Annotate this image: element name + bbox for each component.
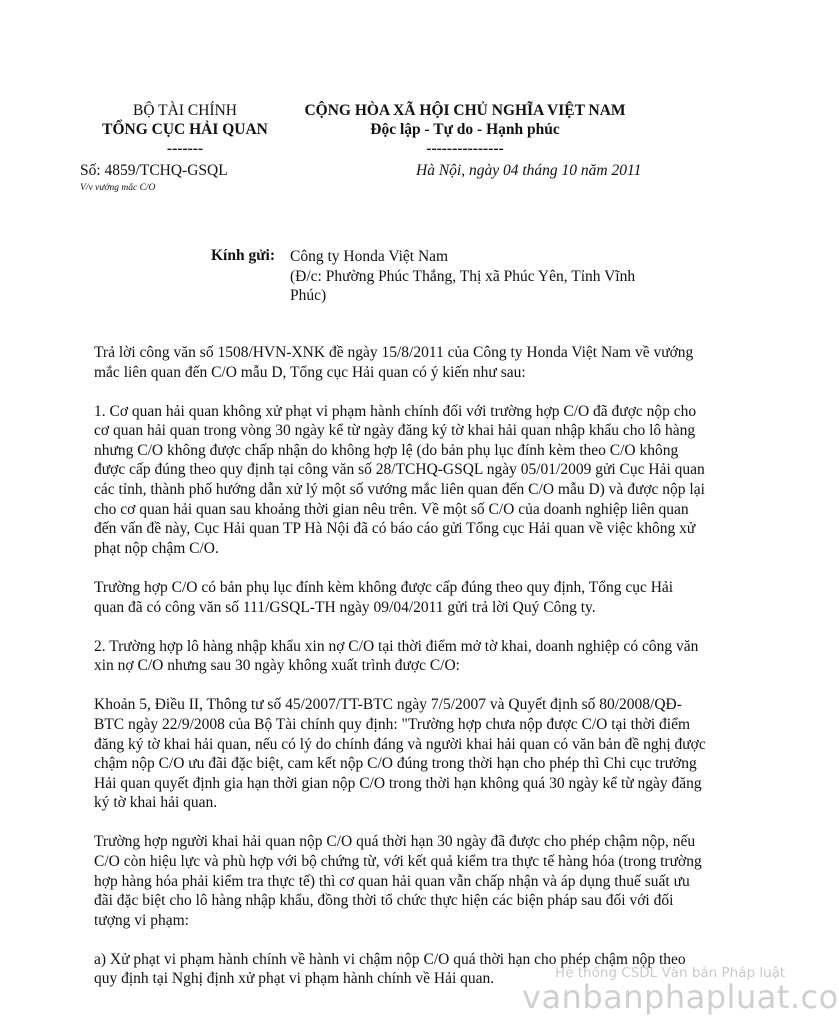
recipient-label: Kính gửi: <box>211 247 275 264</box>
document-body <box>94 343 706 1009</box>
header-divider-right: --------------- <box>426 140 504 157</box>
ministry-name: BỘ TÀI CHÍNH <box>133 102 237 119</box>
recipient-address: (Đ/c: Phường Phúc Thắng, Thị xã Phúc Yên, Tỉnh Vĩnh Phúc) <box>290 267 636 304</box>
national-motto: Độc lập - Tự do - Hạnh phúc <box>370 121 560 138</box>
body-paragraph: Khoản 5, Điều II, Thông tư số 45/2007/TT-BTC ngày 7/5/2007 và Quyết định số 80/2008/QĐ-BTC ngày 22/9/2008 của Bộ Tài chính quy định: "Trường hợp chưa nộp được C/O tại thời điểm đăng ký tờ khai hải quan, nếu có lý do chính đáng và người khai hải quan có văn bản đề nghị được chậm nộp C/O ưu đãi đặc biệt, cam kết nộp C/O đúng trong thời hạn cho phép thì Chi cục trưởng Hải quan quyết định gia hạn thời gian nộp C/O trong thời hạn không quá 30 ngày kể từ ngày đăng ký tờ khai hải quan. <box>94 696 706 812</box>
national-title-block <box>290 101 640 158</box>
body-paragraph: 2. Trường hợp lô hàng nhập khẩu xin nợ C/O tại thời điểm mở tờ khai, doanh nghiệp có công văn xin nợ C/O nhưng sau 30 ngày không xuất trình được C/O: <box>94 637 699 675</box>
recipient-block <box>290 247 650 306</box>
recipient-name: Công ty Honda Việt Nam <box>290 248 449 265</box>
body-paragraph: 1. Cơ quan hải quan không xử phạt vi phạm hành chính đối với trường hợp C/O đã được nộp cho cơ quan hải quan trong vòng 30 ngày kể từ ngày đăng ký tờ khai hải quan nhập khẩu cho lô hàng nhưng C/O không được chấp nhận do không hợp lệ (do bản phụ lục đính kèm theo C/O không được cấp đúng theo quy định tại công văn số 28/TCHQ-GSQL ngày 05/01/2009 gửi Cục Hải quan các tỉnh, thành phố hướng dẫn xử lý một số vướng mắc liên quan đến C/O mẫu D) và được nộp lại cho cơ quan hải quan sau khoảng thời gian nêu trên. Về một số C/O của doanh nghiệp liên quan đến vấn đề này, Cục Hải quan TP Hà Nội đã có báo cáo gửi Tổng cục Hải quan về việc không xử phạt nộp chậm C/O. <box>94 402 705 557</box>
watermark-caption: Hệ thống CSDL Văn bản Pháp luật <box>555 965 786 981</box>
issuer-block <box>80 101 290 158</box>
body-paragraph: Trả lời công văn số 1508/HVN-XNK đề ngày 15/8/2011 của Công ty Honda Việt Nam về vướng mắc liên quan đến C/O mẫu D, Tổng cục Hải quan có ý kiến như sau: <box>94 344 694 381</box>
document-subject: V/v vướng mắc C/O <box>80 183 156 193</box>
body-paragraph: a) Xử phạt vi phạm hành chính về hành vi chậm nộp C/O quá thời hạn cho phép chậm nộp theo quy định tại Nghị định xử phạt vi phạm hành chính về Hải quan. <box>94 950 686 988</box>
document-number: Số: 4859/TCHQ-GSQL <box>80 162 228 179</box>
watermark-site: vanbanphapluat.co <box>522 978 839 1016</box>
document-date: Hà Nội, ngày 04 tháng 10 năm 2011 <box>416 162 642 179</box>
header-divider-left: ------- <box>166 140 204 157</box>
country-name: CỘNG HÒA XÃ HỘI CHỦ NGHĨA VIỆT NAM <box>304 102 626 119</box>
department-name: TỔNG CỤC HẢI QUAN <box>102 121 268 138</box>
body-paragraph: Trường hợp C/O có bản phụ lục đính kèm không được cấp đúng theo quy định, Tổng cục Hải quan đã có công văn số 111/GSQL-TH ngày 09/04/2011 gửi trả lời Quý Công ty. <box>94 578 674 616</box>
body-paragraph: Trường hợp người khai hải quan nộp C/O quá thời hạn 30 ngày đã được cho phép chậm nộp, nếu C/O còn hiệu lực và phù hợp với bộ chứng từ, với kết quả kiểm tra thực tế hàng hóa (trong trường hợp hàng hóa phải kiểm tra thực tế) thì cơ quan hải quan vẫn chấp nhận và áp dụng thuế suất ưu đãi đặc biệt cho lô hàng nhập khẩu, đồng thời tổ chức thực hiện các biện pháp sau đối với đối tượng vi phạm: <box>94 833 702 929</box>
